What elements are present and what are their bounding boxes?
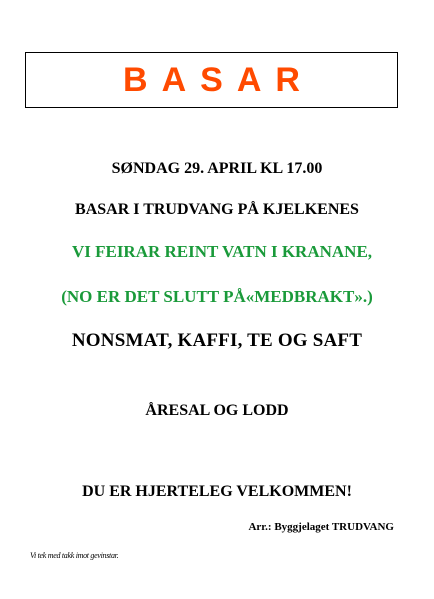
celebration-line: VI FEIRAR REINT VATN I KRANANE,	[71, 242, 373, 261]
page-title: BASAR	[123, 61, 314, 99]
footnote: Vi tek med takk imot gevinstar.	[30, 551, 119, 560]
event-date: SØNDAG 29. APRIL KL 17.00	[111, 160, 323, 177]
lottery-line: ÅRESAL OG LODD	[145, 402, 289, 419]
refreshments-line: NONSMAT, KAFFI, TE OG SAFT	[71, 330, 363, 351]
celebration-note: (NO ER DET SLUTT PÅ«MEDBRAKT».)	[61, 287, 373, 306]
organizer-credit: Arr.: Byggjelaget TRUDVANG	[248, 521, 394, 533]
title-box	[25, 52, 398, 108]
event-location: BASAR I TRUDVANG PÅ KJELKENES	[75, 201, 359, 218]
welcome-line: DU ER HJERTELEG VELKOMMEN!	[82, 483, 352, 500]
